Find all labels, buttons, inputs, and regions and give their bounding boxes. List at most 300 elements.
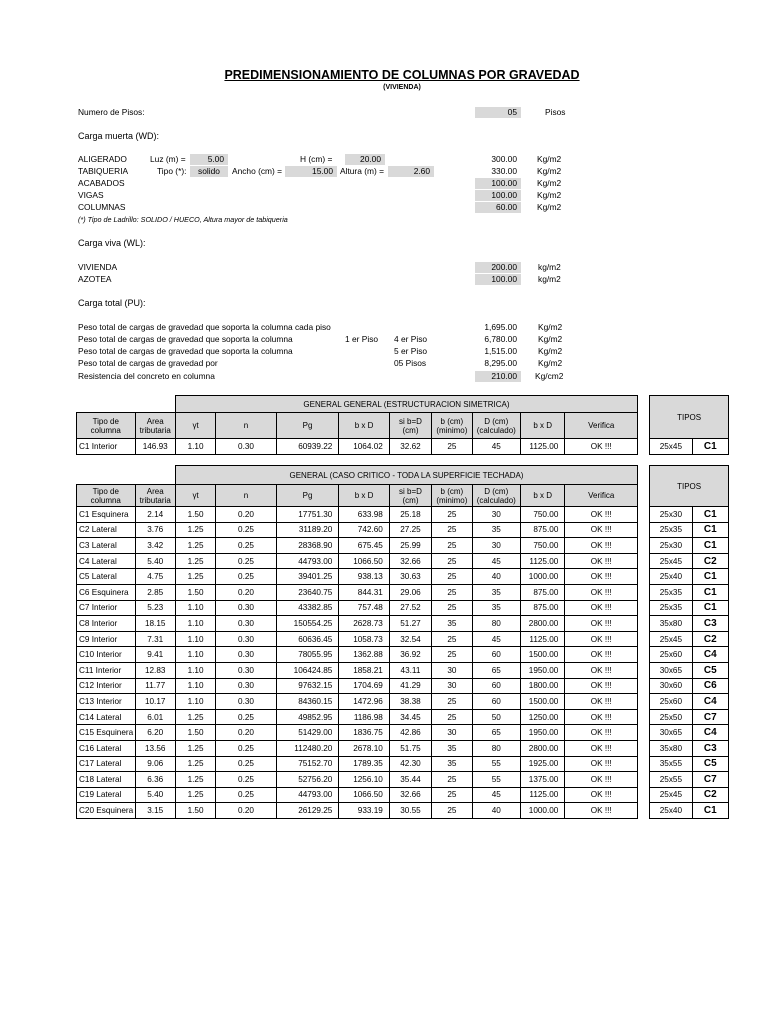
- gamma-cell: 1.10: [175, 600, 215, 616]
- pg-cell: 26129.25: [276, 803, 339, 819]
- verifica-cell: OK !!!: [565, 507, 638, 523]
- bxd-cell: 1256.10: [339, 772, 389, 788]
- table-row: [77, 522, 729, 538]
- columnas-value[interactable]: 60.00: [475, 202, 521, 213]
- tipo-cell: C10 Interior: [77, 647, 136, 663]
- area-cell: 4.75: [135, 569, 175, 585]
- tipo-codigo-cell: C1: [692, 439, 728, 455]
- header-n: n: [216, 413, 277, 439]
- tipo-codigo-cell: C1: [692, 569, 728, 585]
- tipo-seccion-cell: 25x35: [650, 522, 692, 538]
- pisos-value[interactable]: 05: [475, 107, 521, 118]
- tipo-codigo-cell: C1: [692, 584, 728, 600]
- acabados-value[interactable]: 100.00: [475, 178, 521, 189]
- verifica-cell: OK !!!: [565, 740, 638, 756]
- si-cell: 36.92: [389, 647, 431, 663]
- area-cell: 5.40: [135, 787, 175, 803]
- table-row: [77, 694, 729, 710]
- bxd2-cell: 1500.00: [520, 694, 564, 710]
- table-row: [77, 787, 729, 803]
- si-cell: 32.66: [389, 553, 431, 569]
- vigas-unit: Kg/m2: [537, 190, 562, 200]
- si-cell: 51.27: [389, 616, 431, 632]
- bxd2-cell: 1375.00: [520, 772, 564, 788]
- si-cell: 32.66: [389, 787, 431, 803]
- n-cell: 0.30: [216, 694, 277, 710]
- tipo-cell: C6 Esquinera: [77, 584, 136, 600]
- bxd2-cell: 1925.00: [520, 756, 564, 772]
- tipo-cell: C18 Lateral: [77, 772, 136, 788]
- dcalc-cell: 60: [472, 647, 520, 663]
- tipo-seccion-cell: 25x45: [650, 553, 692, 569]
- n-cell: 0.25: [216, 787, 277, 803]
- table-estructuracion-simetrica: [76, 395, 729, 455]
- spacer-cell: [638, 694, 650, 710]
- bxd-cell: 1066.50: [339, 553, 389, 569]
- header-bxd: b x D: [339, 413, 389, 439]
- tipo-codigo-cell: C1: [692, 522, 728, 538]
- table-caso-critico: [76, 465, 729, 819]
- altura-value[interactable]: 2.60: [388, 166, 434, 177]
- header-pg: Pg: [276, 413, 339, 439]
- dcalc-cell: 45: [472, 631, 520, 647]
- gamma-cell: 1.25: [175, 756, 215, 772]
- azotea-label: AZOTEA: [78, 274, 112, 284]
- bxd2-cell: 1125.00: [520, 439, 564, 455]
- table-row: [77, 616, 729, 632]
- tipo-codigo-cell: C4: [692, 694, 728, 710]
- area-cell: 2.14: [135, 507, 175, 523]
- table-row: [77, 553, 729, 569]
- si-cell: 27.52: [389, 600, 431, 616]
- si-cell: 25.18: [389, 507, 431, 523]
- tipo-cell: C17 Lateral: [77, 756, 136, 772]
- tipo-seccion-cell: 25x45: [650, 787, 692, 803]
- bmin-cell: 30: [432, 662, 472, 678]
- n-cell: 0.25: [216, 538, 277, 554]
- area-cell: 12.83: [135, 662, 175, 678]
- bxd2-cell: 1000.00: [520, 803, 564, 819]
- bmin-cell: 25: [432, 439, 472, 455]
- verifica-cell: OK !!!: [565, 678, 638, 694]
- table-row: [77, 631, 729, 647]
- spacer-cell: [638, 647, 650, 663]
- bmin-cell: 25: [432, 647, 472, 663]
- bmin-cell: 25: [432, 522, 472, 538]
- tipo-cell: C9 Interior: [77, 631, 136, 647]
- bxd-cell: 633.98: [339, 507, 389, 523]
- aligerado-unit: Kg/m2: [537, 154, 562, 164]
- pg-cell: 39401.25: [276, 569, 339, 585]
- spacer-cell: [638, 756, 650, 772]
- si-cell: 32.54: [389, 631, 431, 647]
- verifica-cell: OK !!!: [565, 662, 638, 678]
- pg-cell: 52756.20: [276, 772, 339, 788]
- gamma-cell: 1.25: [175, 787, 215, 803]
- tabiqueria-label: TABIQUERIA: [78, 166, 129, 176]
- pg-cell: 44793.00: [276, 553, 339, 569]
- n-cell: 0.20: [216, 584, 277, 600]
- bmin-cell: 25: [432, 772, 472, 788]
- peso-line4: Peso total de cargas de gravedad por: [78, 358, 218, 368]
- area-cell: 3.42: [135, 538, 175, 554]
- pg-cell: 112480.20: [276, 740, 339, 756]
- area-cell: 9.41: [135, 647, 175, 663]
- header-verifica: Verifica: [565, 485, 638, 507]
- peso-line3-floor-b: 5 er Piso: [394, 346, 428, 356]
- peso-line3: Peso total de cargas de gravedad que soporta la columna: [78, 346, 293, 356]
- tipo-seccion-cell: 25x40: [650, 569, 692, 585]
- bmin-cell: 25: [432, 600, 472, 616]
- bmin-cell: 25: [432, 584, 472, 600]
- pg-cell: 51429.00: [276, 725, 339, 741]
- spacer-cell: [638, 662, 650, 678]
- header-si: si b=D (cm): [389, 485, 431, 507]
- table-row: [77, 600, 729, 616]
- bxd-cell: 1362.88: [339, 647, 389, 663]
- n-cell: 0.25: [216, 553, 277, 569]
- peso-line2: Peso total de cargas de gravedad que soporta la columna: [78, 334, 293, 344]
- bxd2-cell: 1125.00: [520, 631, 564, 647]
- bxd2-cell: 2800.00: [520, 740, 564, 756]
- verifica-cell: OK !!!: [565, 803, 638, 819]
- bmin-cell: 35: [432, 740, 472, 756]
- h-value[interactable]: 20.00: [345, 154, 385, 165]
- n-cell: 0.30: [216, 647, 277, 663]
- bxd-cell: 1789.35: [339, 756, 389, 772]
- luz-value[interactable]: 5.00: [190, 154, 228, 165]
- si-cell: 41.29: [389, 678, 431, 694]
- area-cell: 6.20: [135, 725, 175, 741]
- header-dcalc: D (cm) (calculado): [472, 485, 520, 507]
- gamma-cell: 1.50: [175, 507, 215, 523]
- bxd2-cell: 875.00: [520, 584, 564, 600]
- bxd2-cell: 1125.00: [520, 553, 564, 569]
- spacer-cell: [638, 616, 650, 632]
- gamma-cell: 1.50: [175, 803, 215, 819]
- tipo-cell: C11 Interior: [77, 662, 136, 678]
- vigas-label: VIGAS: [78, 190, 104, 200]
- si-cell: 32.62: [389, 439, 431, 455]
- bmin-cell: 25: [432, 803, 472, 819]
- header-si: si b=D (cm): [389, 413, 431, 439]
- vigas-value[interactable]: 100.00: [475, 190, 521, 201]
- luz-label: Luz (m) =: [150, 154, 186, 164]
- pg-cell: 60636.45: [276, 631, 339, 647]
- table-row: [77, 662, 729, 678]
- dcalc-cell: 35: [472, 522, 520, 538]
- si-cell: 42.30: [389, 756, 431, 772]
- n-cell: 0.30: [216, 600, 277, 616]
- verifica-cell: OK !!!: [565, 538, 638, 554]
- tipo-seccion-cell: 25x30: [650, 538, 692, 554]
- peso-line2-value: 6,780.00: [484, 334, 517, 344]
- n-cell: 0.25: [216, 772, 277, 788]
- spacer-cell: [638, 772, 650, 788]
- pg-cell: 17751.30: [276, 507, 339, 523]
- tipo-cell: C20 Esquinera: [77, 803, 136, 819]
- pg-cell: 60939.22: [276, 439, 339, 455]
- pg-cell: 106424.85: [276, 662, 339, 678]
- table-row: [77, 647, 729, 663]
- area-cell: 5.40: [135, 553, 175, 569]
- n-cell: 0.30: [216, 616, 277, 632]
- tipo-codigo-cell: C3: [692, 616, 728, 632]
- table2-title: GENERAL (CASO CRITICO - TODA LA SUPERFICIE TECHADA): [175, 466, 637, 485]
- vivienda-value[interactable]: 200.00: [475, 262, 521, 273]
- pg-cell: 23640.75: [276, 584, 339, 600]
- gamma-cell: 1.50: [175, 725, 215, 741]
- area-cell: 3.76: [135, 522, 175, 538]
- peso-line3-value: 1,515.00: [484, 346, 517, 356]
- tipo-seccion-cell: 25x45: [650, 631, 692, 647]
- area-cell: 6.36: [135, 772, 175, 788]
- dcalc-cell: 30: [472, 538, 520, 554]
- tipo-cell: C1 Interior: [77, 439, 136, 455]
- h-label: H (cm) =: [300, 154, 333, 164]
- dcalc-cell: 35: [472, 584, 520, 600]
- header-n: n: [216, 485, 277, 507]
- pg-cell: 75152.70: [276, 756, 339, 772]
- tipo-seccion-cell: 25x55: [650, 772, 692, 788]
- bmin-cell: 25: [432, 553, 472, 569]
- dcalc-cell: 80: [472, 740, 520, 756]
- tipo-seccion-cell: 35x80: [650, 740, 692, 756]
- area-cell: 13.56: [135, 740, 175, 756]
- bmin-cell: 25: [432, 631, 472, 647]
- bxd2-cell: 2800.00: [520, 616, 564, 632]
- pg-cell: 44793.00: [276, 787, 339, 803]
- verifica-cell: OK !!!: [565, 553, 638, 569]
- table-row: [77, 772, 729, 788]
- acabados-label: ACABADOS: [78, 178, 125, 188]
- ancho-value[interactable]: 15.00: [285, 166, 337, 177]
- table-row: [77, 538, 729, 554]
- spacer-cell: [638, 569, 650, 585]
- peso-line4-unit: Kg/m2: [538, 358, 563, 368]
- pg-cell: 43382.85: [276, 600, 339, 616]
- tipo-codigo-cell: C1: [692, 507, 728, 523]
- area-cell: 9.06: [135, 756, 175, 772]
- bxd2-cell: 875.00: [520, 600, 564, 616]
- verifica-cell: OK !!!: [565, 569, 638, 585]
- table-row: [77, 678, 729, 694]
- gamma-cell: 1.25: [175, 522, 215, 538]
- table2-tipos-header: TIPOS: [650, 466, 729, 507]
- bxd-cell: 1472.96: [339, 694, 389, 710]
- resistencia-label: Resistencia del concreto en columna: [78, 371, 215, 381]
- tipo-seccion-cell: 25x30: [650, 507, 692, 523]
- ancho-label: Ancho (cm) =: [232, 166, 283, 176]
- bxd-cell: 938.13: [339, 569, 389, 585]
- header-bxd: b x D: [339, 485, 389, 507]
- table-row: [77, 569, 729, 585]
- carga-total-heading: Carga total (PU):: [78, 298, 146, 308]
- header-verifica: Verifica: [565, 413, 638, 439]
- dcalc-cell: 45: [472, 787, 520, 803]
- tipo-codigo-cell: C4: [692, 725, 728, 741]
- bxd2-cell: 1000.00: [520, 569, 564, 585]
- peso-line2-floor-b: 4 er Piso: [394, 334, 428, 344]
- header-dcalc: D (cm) (calculado): [472, 413, 520, 439]
- tipo-cell: C15 Esquinera: [77, 725, 136, 741]
- page-title: PREDIMENSIONAMIENTO DE COLUMNAS POR GRAVEDAD: [224, 68, 580, 82]
- peso-line2-floor-a: 1 er Piso: [345, 334, 379, 344]
- bmin-cell: 25: [432, 694, 472, 710]
- tipo-codigo-cell: C1: [692, 600, 728, 616]
- gamma-cell: 1.10: [175, 439, 215, 455]
- aligerado-label: ALIGERADO: [78, 154, 127, 164]
- header-bxd2: b x D: [520, 413, 564, 439]
- header-tipo: Tipo de columna: [77, 485, 136, 507]
- vivienda-unit: kg/m2: [538, 262, 561, 272]
- tipo-seccion-cell: 30x65: [650, 725, 692, 741]
- bxd2-cell: 750.00: [520, 507, 564, 523]
- bxd2-cell: 1250.00: [520, 709, 564, 725]
- bmin-cell: 35: [432, 756, 472, 772]
- carga-muerta-heading: Carga muerta (WD):: [78, 131, 160, 141]
- peso-line4-value: 8,295.00: [484, 358, 517, 368]
- verifica-cell: OK !!!: [565, 631, 638, 647]
- dcalc-cell: 60: [472, 678, 520, 694]
- gamma-cell: 1.10: [175, 647, 215, 663]
- n-cell: 0.20: [216, 507, 277, 523]
- spacer-cell: [638, 725, 650, 741]
- azotea-unit: kg/m2: [538, 274, 561, 284]
- bmin-cell: 25: [432, 709, 472, 725]
- pg-cell: 28368.90: [276, 538, 339, 554]
- tipo-codigo-cell: C1: [692, 803, 728, 819]
- si-cell: 43.11: [389, 662, 431, 678]
- tipo-seccion-cell: 25x35: [650, 584, 692, 600]
- pg-cell: 31189.20: [276, 522, 339, 538]
- azotea-value[interactable]: 100.00: [475, 274, 521, 285]
- pg-cell: 49852.95: [276, 709, 339, 725]
- vivienda-label: VIVIENDA: [78, 262, 118, 272]
- header-area: Area tributaria: [135, 413, 175, 439]
- gamma-cell: 1.10: [175, 678, 215, 694]
- table-row: [77, 740, 729, 756]
- dcalc-cell: 40: [472, 569, 520, 585]
- tipo-cell: C5 Lateral: [77, 569, 136, 585]
- table-row: [77, 756, 729, 772]
- bmin-cell: 25: [432, 538, 472, 554]
- si-cell: 30.55: [389, 803, 431, 819]
- tipo-seccion-cell: 35x55: [650, 756, 692, 772]
- gamma-cell: 1.10: [175, 694, 215, 710]
- pg-cell: 84360.15: [276, 694, 339, 710]
- verifica-cell: OK !!!: [565, 787, 638, 803]
- verifica-cell: OK !!!: [565, 600, 638, 616]
- tipo-seccion-cell: 30x65: [650, 662, 692, 678]
- bmin-cell: 35: [432, 616, 472, 632]
- table-row: [77, 725, 729, 741]
- tipo-seccion-cell: 30x60: [650, 678, 692, 694]
- spacer-cell: [638, 600, 650, 616]
- area-cell: 11.77: [135, 678, 175, 694]
- area-cell: 7.31: [135, 631, 175, 647]
- gamma-cell: 1.10: [175, 616, 215, 632]
- tipo-codigo-cell: C3: [692, 740, 728, 756]
- table-row: [77, 584, 729, 600]
- bmin-cell: 25: [432, 787, 472, 803]
- tipo-cell: C12 Interior: [77, 678, 136, 694]
- spacer-cell: [638, 538, 650, 554]
- tipo-seccion-cell: 25x60: [650, 694, 692, 710]
- spacer-cell: [638, 439, 650, 455]
- columnas-unit: Kg/m2: [537, 202, 562, 212]
- peso-line4-floor-b: 05 Pisos: [394, 358, 427, 368]
- bxd2-cell: 1800.00: [520, 678, 564, 694]
- si-cell: 25.99: [389, 538, 431, 554]
- si-cell: 38.38: [389, 694, 431, 710]
- dcalc-cell: 35: [472, 600, 520, 616]
- tipo-value[interactable]: solido: [190, 166, 228, 177]
- spacer-cell: [638, 522, 650, 538]
- header-bmin: b (cm) (minimo): [432, 485, 472, 507]
- verifica-cell: OK !!!: [565, 584, 638, 600]
- bmin-cell: 30: [432, 725, 472, 741]
- verifica-cell: OK !!!: [565, 772, 638, 788]
- bxd-cell: 2628.73: [339, 616, 389, 632]
- tipo-codigo-cell: C4: [692, 647, 728, 663]
- verifica-cell: OK !!!: [565, 522, 638, 538]
- n-cell: 0.25: [216, 569, 277, 585]
- bxd-cell: 1064.02: [339, 439, 389, 455]
- peso-line1-unit: Kg/m2: [538, 322, 563, 332]
- bxd-cell: 1704.69: [339, 678, 389, 694]
- dcalc-cell: 60: [472, 694, 520, 710]
- n-cell: 0.20: [216, 725, 277, 741]
- si-cell: 51.75: [389, 740, 431, 756]
- tabiqueria-unit: Kg/m2: [537, 166, 562, 176]
- header-gamma: γt: [175, 413, 215, 439]
- si-cell: 42.86: [389, 725, 431, 741]
- tipo-seccion-cell: 25x40: [650, 803, 692, 819]
- bxd-cell: 675.45: [339, 538, 389, 554]
- bxd-cell: 2678.10: [339, 740, 389, 756]
- pg-cell: 97632.15: [276, 678, 339, 694]
- bxd-cell: 757.48: [339, 600, 389, 616]
- acabados-unit: Kg/m2: [537, 178, 562, 188]
- spacer-cell: [638, 803, 650, 819]
- spacer-cell: [638, 709, 650, 725]
- area-cell: 10.17: [135, 694, 175, 710]
- tipo-codigo-cell: C2: [692, 787, 728, 803]
- bxd2-cell: 875.00: [520, 522, 564, 538]
- tipo-codigo-cell: C2: [692, 553, 728, 569]
- tipo-cell: C1 Esquinera: [77, 507, 136, 523]
- resistencia-value[interactable]: 210.00: [475, 371, 521, 382]
- n-cell: 0.30: [216, 678, 277, 694]
- tipo-codigo-cell: C7: [692, 709, 728, 725]
- bxd2-cell: 750.00: [520, 538, 564, 554]
- gamma-cell: 1.10: [175, 662, 215, 678]
- pisos-unit: Pisos: [545, 107, 566, 117]
- tipo-seccion-cell: 35x80: [650, 616, 692, 632]
- bxd-cell: 1186.98: [339, 709, 389, 725]
- table-row: [77, 709, 729, 725]
- gamma-cell: 1.50: [175, 584, 215, 600]
- table-row: [77, 507, 729, 523]
- table-row: [77, 803, 729, 819]
- gamma-cell: 1.25: [175, 538, 215, 554]
- spacer-cell: [638, 584, 650, 600]
- tipo-seccion-cell: 25x45: [650, 439, 692, 455]
- tipo-cell: C19 Lateral: [77, 787, 136, 803]
- n-cell: 0.30: [216, 662, 277, 678]
- tipo-cell: C4 Lateral: [77, 553, 136, 569]
